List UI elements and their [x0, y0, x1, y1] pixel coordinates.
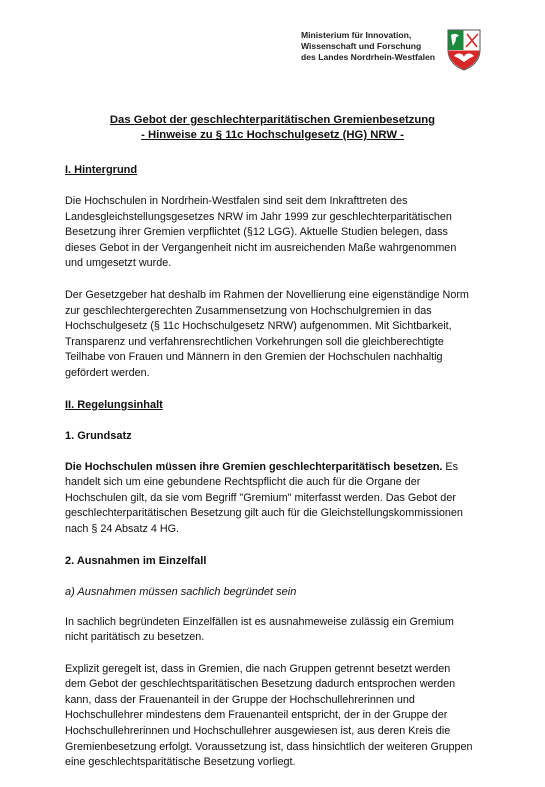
text-line: Hochschullehrerinnen und Hochschullehrer ausgewiesen ist, aus deren Kreis die [65, 725, 451, 738]
bold-lead: Die Hochschulen müssen ihre Gremien geschlechterparitätisch besetzen. [65, 460, 443, 473]
text-line: gefördert werden. [65, 366, 150, 379]
text-line: zur geschlechtergerechten Zusammensetzung von Hochschulgremien in das [65, 304, 432, 317]
document-title [65, 113, 480, 143]
text-line: kann, dass der Frauenanteil in der Gruppe der Hochschullehrerinnen und [65, 693, 415, 706]
italic-subheading: a) Ausnahmen müssen sachlich begründet sein [65, 585, 297, 598]
letterhead-line: des Landes Nordrhein-Westfalen [301, 52, 436, 62]
text-line: eine geschlechtsparitätische Besetzung vorliegt. [65, 756, 296, 769]
section-heading: I. Hintergrund [65, 164, 138, 176]
text-line: dieses Gebot in der Vergangenheit nicht im ausreichenden Maße wahrgenommen [65, 241, 457, 254]
text-line: nach § 24 Absatz 4 HG. [65, 522, 180, 535]
text-line: dem Gebot der geschlechtsparitätischen Besetzung dadurch entsprochen werden [65, 678, 456, 691]
text-line: nicht paritätisch zu besetzen. [65, 631, 205, 644]
subsection-heading: 1. Grundsatz [65, 429, 132, 442]
text-line: Gremienbesetzung erfolgt. Voraussetzung ist, dass hinsichtlich der weiteren Gruppen [65, 740, 473, 753]
text-line: Teilhabe von Frauen und Männern in den Gremien der Hochschulen nachhaltig [65, 351, 443, 364]
paragraph [65, 194, 480, 272]
paragraph [65, 662, 480, 771]
paragraph [65, 615, 480, 646]
text-line: geschlechterparitätischen Besetzung gilt auch für die Gleichstellungskommissionen [65, 507, 463, 520]
title-line: Das Gebot der geschlechterparitätischen Gremienbesetzung [109, 114, 436, 126]
paragraph [65, 460, 480, 538]
letterhead-line: Ministerium für Innovation, [301, 30, 412, 40]
document-body [65, 113, 480, 787]
text-line: handelt sich um eine gebundene Rechtspflicht die auch für die Organe der [65, 476, 421, 489]
text-line [65, 460, 480, 476]
title-line: - Hinweise zu § 11c Hochschulgesetz (HG) NRW - [141, 129, 404, 141]
line-continuation: Es [442, 460, 459, 473]
paragraph [65, 288, 480, 382]
text-line: Hochschulen gilt, da sie vom Begriff "Gremium" miterfasst werden. Das Gebot der [65, 491, 456, 504]
text-line: Explizit geregelt ist, dass in Gremien, die nach Gruppen getrennt besetzt werden [65, 662, 451, 675]
section-heading: II. Regelungsinhalt [65, 398, 163, 411]
text-line: und umgesetzt wurde. [65, 257, 172, 270]
text-line: Hochschulgesetz (§ 11c Hochschulgesetz NRW) aufgenommen. Mit Sichtbarkeit, [65, 320, 452, 333]
text-line: Landesgleichstellungsgesetzes NRW im Jahr 1999 zur geschlechterparitätischen [65, 210, 452, 223]
text-line: Transparenz und verfahrensrechtlichen Vorkehrungen soll die gleichberechtigte [65, 335, 444, 348]
nrw-coat-of-arms-icon [446, 28, 482, 72]
text-line: In sachlich begründeten Einzelfällen ist es ausnahmeweise zulässig ein Gremium [65, 615, 454, 628]
text-line: Hochschullehrer mindestens dem Frauenanteil entspricht, der in der Gruppe der [65, 709, 448, 722]
text-line: Besetzung ihrer Gremien verpflichtet (§12 LGG). Aktuelle Studien belegen, dass [65, 226, 448, 239]
text-line: Die Hochschulen in Nordrhein-Westfalen sind seit dem Inkrafttreten des [65, 195, 408, 207]
letterhead-line: Wissenschaft und Forschung [301, 41, 422, 51]
ministry-letterhead [301, 30, 435, 63]
text-line: Der Gesetzgeber hat deshalb im Rahmen der Novellierung eine eigenständige Norm [65, 288, 469, 301]
subsection-heading: 2. Ausnahmen im Einzelfall [65, 554, 207, 567]
